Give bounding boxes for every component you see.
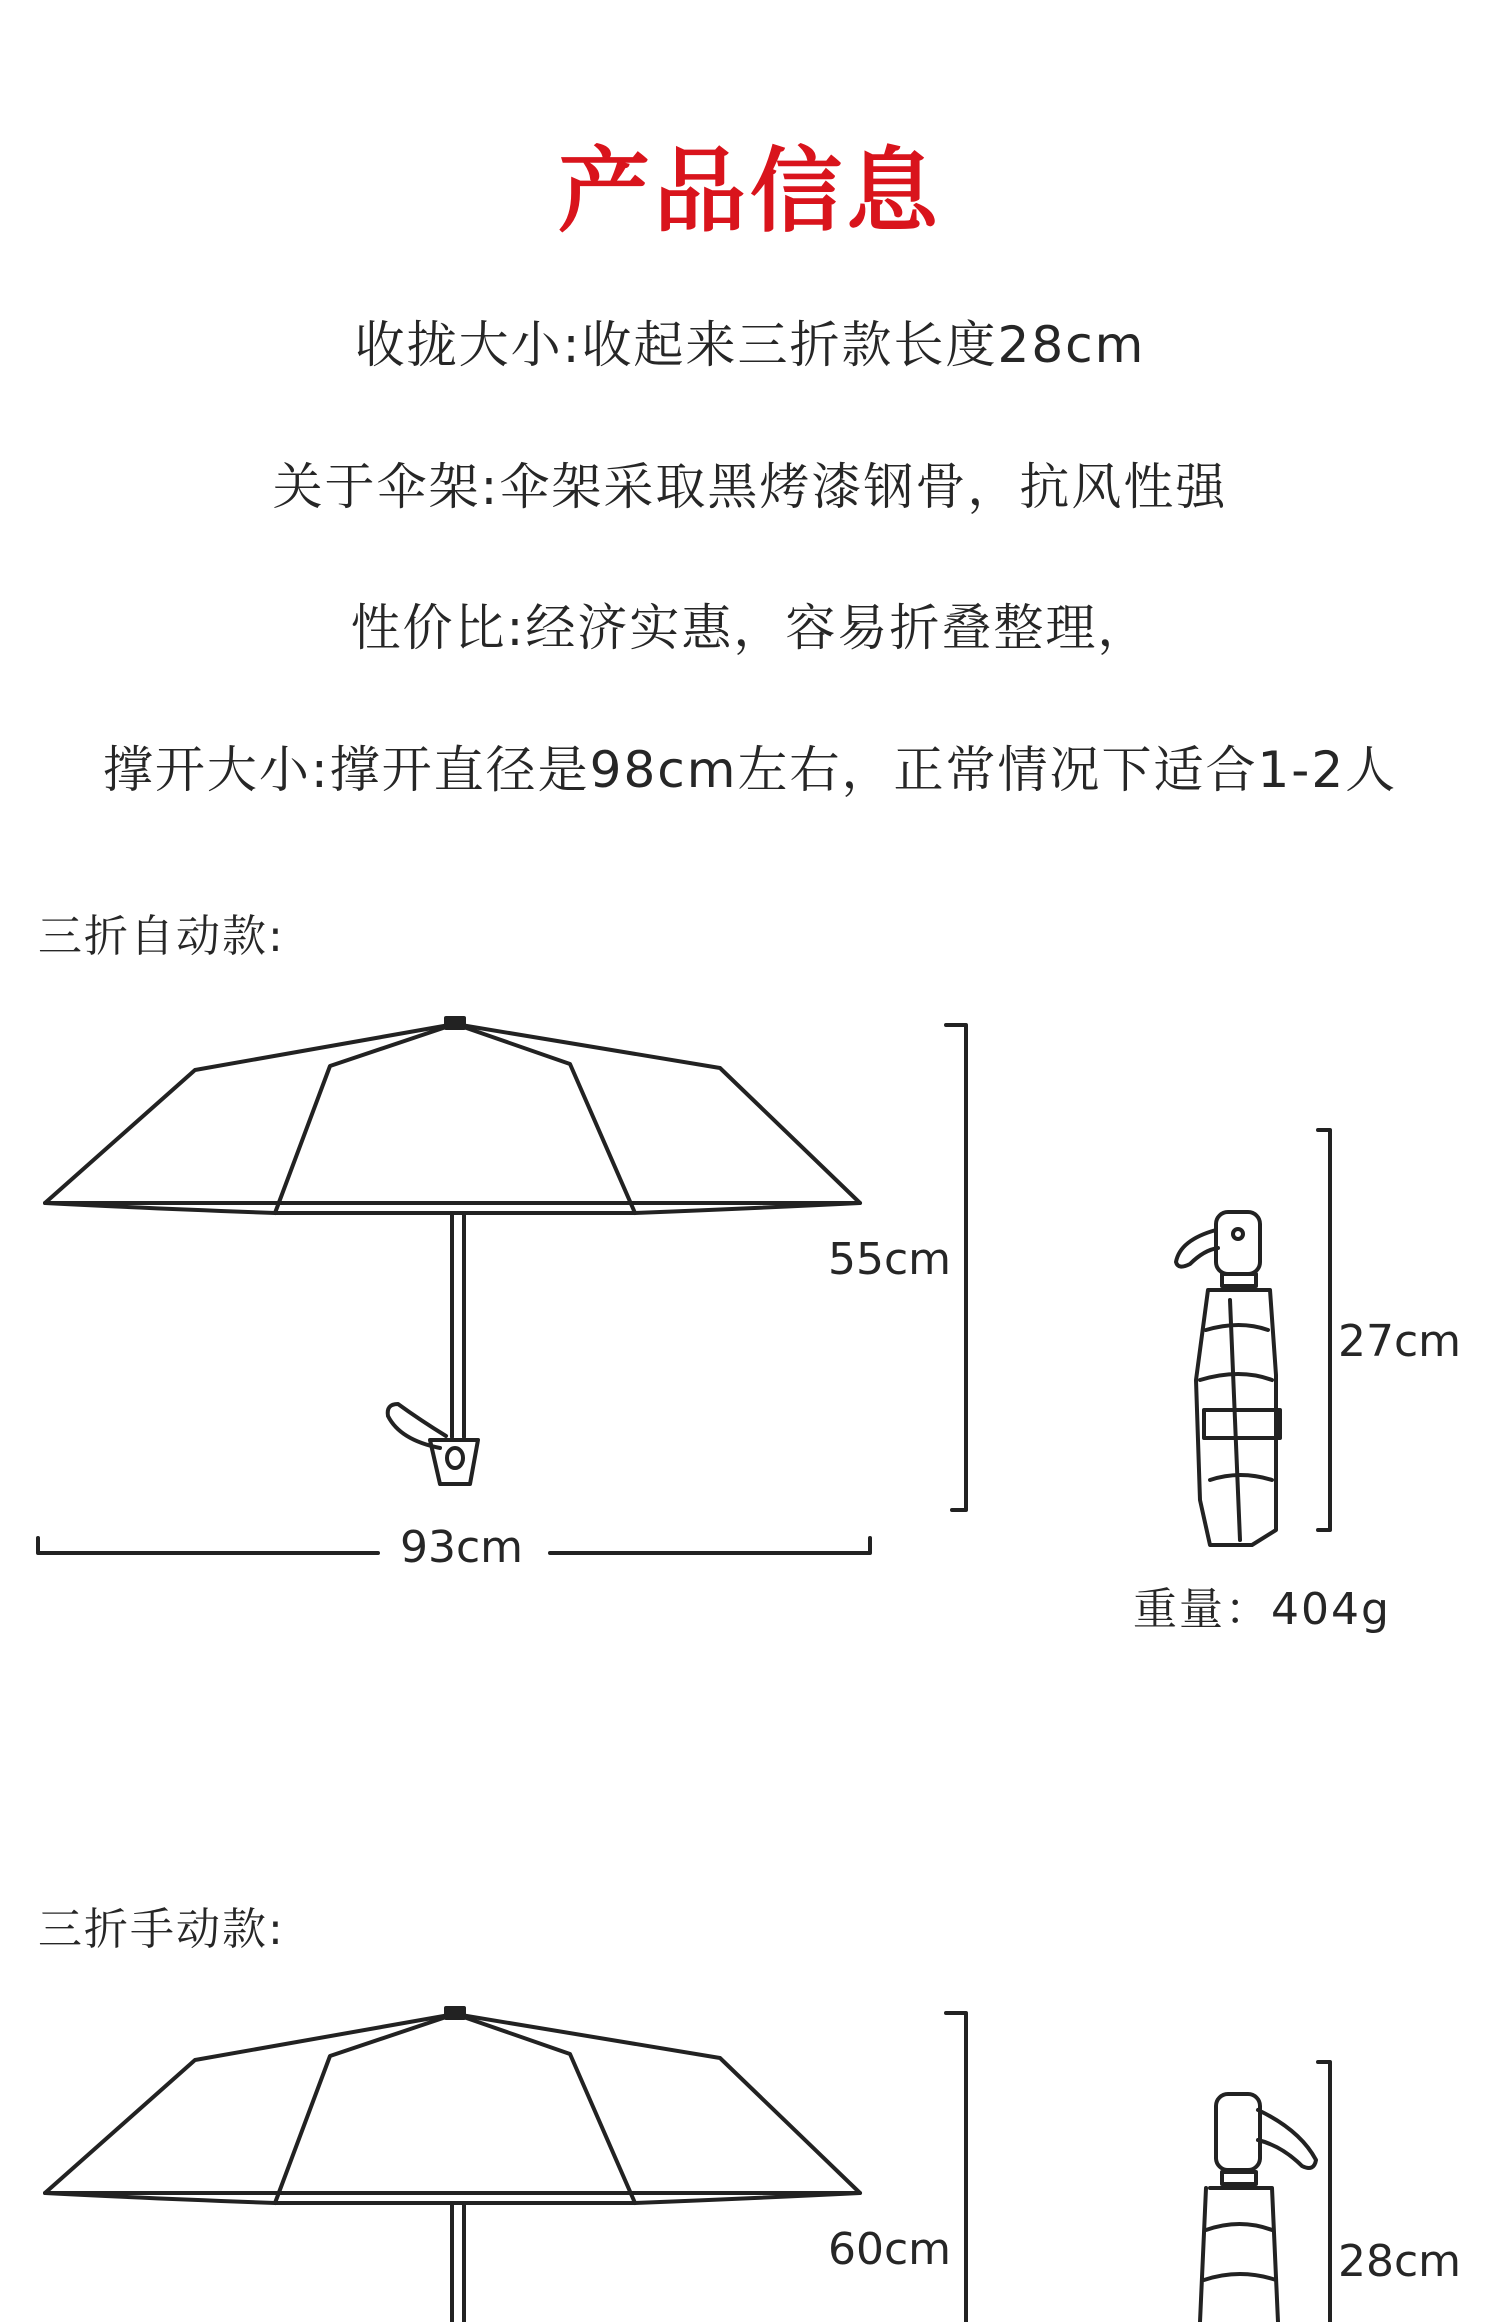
info-folded-size: 收拢大小:收起来三折款长度28cm (354, 316, 1146, 374)
section-label-auto: 三折自动款: (38, 911, 285, 962)
width-line-left-auto (38, 1538, 378, 1553)
info-frame: 关于伞架:伞架采取黑烤漆钢骨，抗风性强 (272, 458, 1228, 516)
weight-label-auto: 重量：404g (1133, 1584, 1391, 1635)
open-height-label-auto: 55cm (828, 1234, 952, 1285)
open-height-label-manual: 60cm (828, 2224, 952, 2275)
open-umbrella-drawing-auto (45, 1018, 860, 1484)
folded-bracket-auto (1318, 1130, 1330, 1530)
folded-bracket-manual (1318, 2062, 1330, 2322)
section-label-manual: 三折手动款: (38, 1904, 285, 1955)
info-open-size: 撑开大小:撑开直径是98cm左右，正常情况下适合1-2人 (102, 741, 1398, 799)
open-width-label-auto: 93cm (400, 1522, 524, 1573)
height-bracket-manual (946, 2013, 966, 2322)
info-value: 性价比:经济实惠，容易折叠整理， (350, 599, 1150, 657)
page-title: 产品信息 (557, 138, 942, 245)
folded-umbrella-drawing-manual (1200, 2094, 1316, 2322)
width-line-right-auto (550, 1538, 870, 1553)
folded-umbrella-drawing-auto (1176, 1212, 1280, 1545)
open-umbrella-drawing-manual (45, 2008, 860, 2322)
folded-length-label-manual: 28cm (1338, 2236, 1462, 2287)
folded-length-label-auto: 27cm (1338, 1316, 1462, 1367)
